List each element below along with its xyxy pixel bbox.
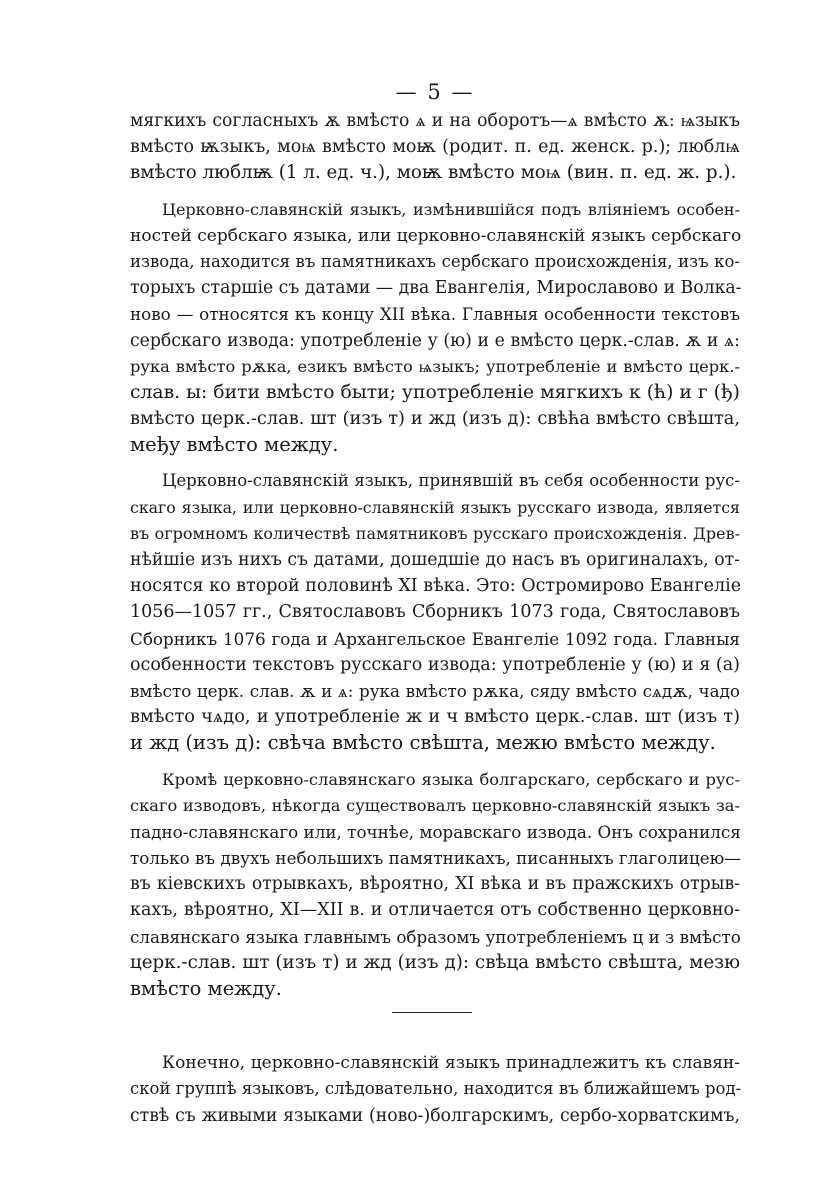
text-line: међу вмѣсто между.	[130, 433, 339, 457]
text-line: скаго языка, или церковно-славянскій языкъ русскаго извода, является	[130, 497, 740, 517]
text-line: только въ двухъ небольшихъ памятникахъ, писанныхъ глаголицею—	[130, 848, 742, 869]
text-line: вмѣсто люблѭ (1 л. ед. ч.), моѭ вмѣсто моѩ (вин. п. ед. ж. р.).	[130, 162, 737, 184]
text-line: вмѣсто между.	[130, 977, 282, 1000]
text-line: Сборникъ 1076 года и Архангельское Евангеліе 1092 года. Главныя	[130, 628, 740, 649]
text-line: скаго изводовъ, нѣкогда существовалъ церковно-славянскій языкъ за-	[130, 795, 740, 815]
text-line: мягкихъ согласныхъ ѫ вмѣсто ѧ и на оборотъ—ѧ вмѣсто ѫ: ѩзыкъ	[130, 111, 740, 131]
text-line: сербскаго извода: употребленіе у (ю) и е вмѣсто церк.-слав. ѫ и ѧ:	[130, 330, 740, 351]
text-line: Церковно-славянскій языкъ, измѣнившійся подъ вліяніемъ особен-	[162, 199, 740, 219]
body-text	[130, 108, 740, 1139]
text-line: въ огромномъ количествѣ памятниковъ русскаго происхожденія. Древ-	[130, 523, 740, 543]
paragraph-4	[130, 767, 740, 1003]
text-line: ново — относятся къ концу XII вѣка. Главныя особенности текстовъ	[130, 304, 740, 325]
text-line: Церковно-славянскій языкъ, принявшій въ себя особенности рус-	[162, 471, 740, 491]
text-line: 1056—1057 гг., Святославовъ Сборникъ 1073 года, Святославовъ	[130, 602, 740, 623]
text-line: Конечно, церковно-славянскій языкъ принадлежитъ къ славян-	[162, 1053, 740, 1074]
page-number: — 5 —	[395, 80, 475, 104]
text-line: вмѣсто ѭзыкъ, моѩ вмѣсто моѭ (родит. п. ед. женск. р.); люблѩ	[130, 137, 740, 158]
text-line: вмѣсто чѧдо, и употребленіе ж и ч вмѣсто церк.-слав. шт (изъ т)	[130, 707, 740, 728]
text-line: вмѣсто церк.-слав. шт (изъ т) и жд (изъ д): свѣћа вмѣсто свѣшта,	[130, 409, 740, 430]
paragraph-5	[130, 1050, 740, 1129]
text-line: торыхъ старшіе съ датами — два Евангелія, Мирославово и Волка-	[130, 278, 742, 299]
text-line: вмѣсто церк. слав. ѫ и ѧ: рука вмѣсто рѫка, сяду вмѣсто сѧдѫ, чадо	[130, 680, 740, 701]
paragraph-3	[130, 468, 740, 756]
text-line: славянскаго языка главнымъ образомъ употребленіемъ ц и з вмѣсто	[130, 926, 741, 947]
text-line: носятся ко второй половинѣ XI вѣка. Это: Остромирово Евангеліе	[130, 576, 742, 597]
text-line: въ кіевскихъ отрывкахъ, вѣроятно, XI вѣка и въ пражскихъ отрыв-	[130, 874, 740, 895]
text-line: особенности текстовъ русскаго извода: употребленіе у (ю) и я (а)	[130, 654, 740, 675]
text-line: ствѣ съ живыми языками (ново-)болгарскимъ, сербо-хорватскимъ,	[130, 1105, 740, 1126]
paragraph-1	[130, 108, 740, 187]
text-line: рука вмѣсто рѫка, езикъ вмѣсто ѩзыкъ; употребленіе и вмѣсто церк.-	[130, 356, 740, 376]
text-line: ностей сербскаго языка, или церковно-славянскій языкъ сербскаго	[130, 225, 742, 246]
text-line: церк.-слав. шт (изъ т) и жд (изъ д): свѣца вмѣсто свѣшта, мезю	[130, 951, 740, 973]
section-divider	[392, 1012, 472, 1013]
text-line: нѣйшіе изъ нихъ съ датами, дошедшіе до насъ въ оригиналахъ, от-	[130, 550, 740, 570]
text-line: падно-славянскаго или, точнѣе, моравскаго извода. Онъ сохранился	[130, 821, 741, 842]
text-line: Кромѣ церковно-славянскаго языка болгарскаго, сербскаго и рус-	[162, 769, 740, 789]
text-line: кахъ, вѣроятно, XI—XII в. и отличается отъ собственно церковно-	[130, 900, 740, 921]
text-line: и жд (изъ д): свѣча вмѣсто свѣшта, межю вмѣсто между.	[130, 731, 716, 755]
text-line: извода, находится въ памятникахъ сербскаго происхожденія, изъ ко-	[130, 251, 740, 271]
text-line: ской группѣ языковъ, слѣдовательно, находится въ ближайшемъ род-	[130, 1079, 742, 1099]
text-line: слав. ы: бити вмѣсто быти; употребленіе мягкихъ к (ћ) и г (ђ)	[130, 381, 740, 403]
paragraph-2	[130, 197, 740, 459]
